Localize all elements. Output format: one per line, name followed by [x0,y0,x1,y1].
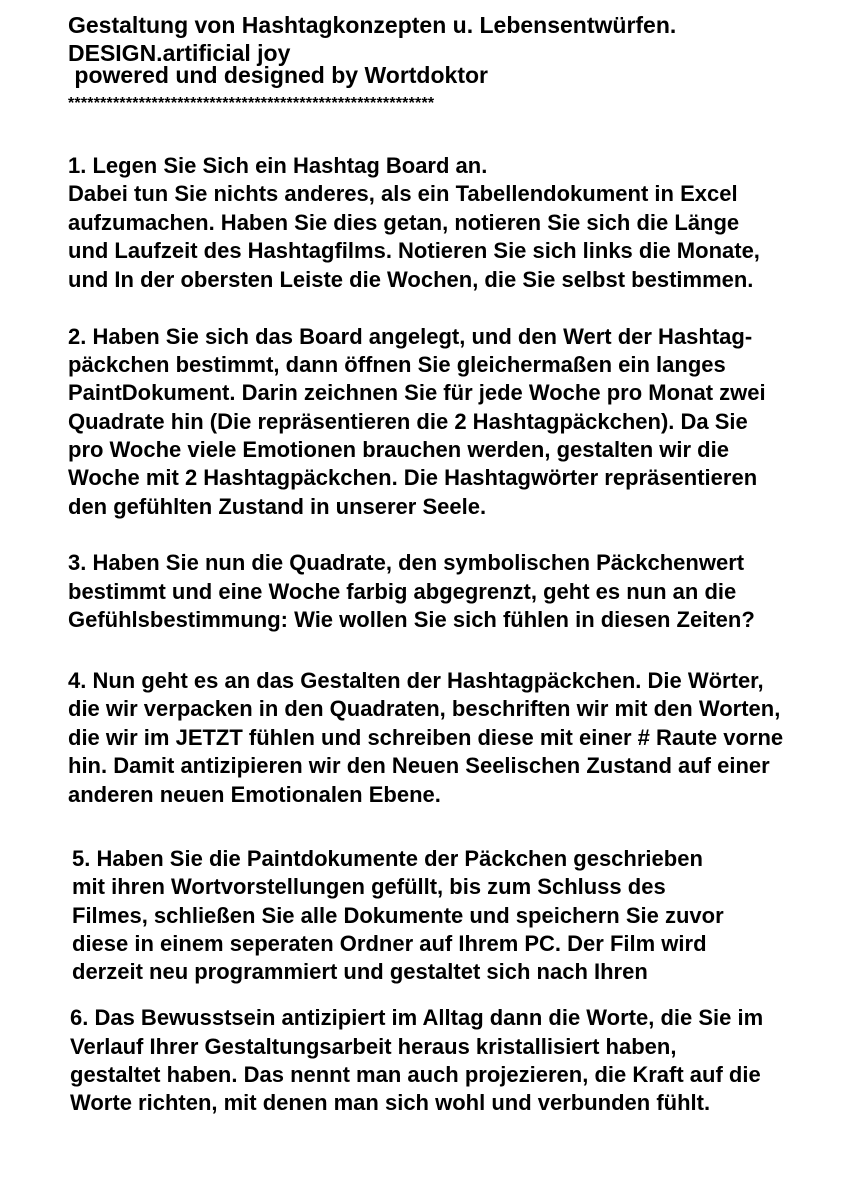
section-1-line: 1. Legen Sie Sich ein Hashtag Board an. [68,153,488,178]
section-6-line: Verlauf Ihrer Gestaltungsarbeit heraus kristallisiert haben, [70,1034,677,1059]
section-5-line: derzeit neu programmiert und gestaltet sich nach Ihren [72,959,648,984]
section-2-line: päckchen bestimmt, dann öffnen Sie gleichermaßen ein langes [68,352,726,377]
section-3-line: 3. Haben Sie nun die Quadrate, den symbolischen Päckchenwert [68,550,745,575]
document-title: Gestaltung von Hashtagkonzepten u. Lebensentwürfen. [68,12,677,38]
section-2-line: Quadrate hin (Die repräsentieren die 2 Hashtagpäckchen). Da Sie [68,409,748,434]
section-5-line: Filmes, schließen Sie alle Dokumente und speichern Sie zuvor [72,903,724,928]
section-1-line: und Laufzeit des Hashtagfilms. Notieren Sie sich links die Monate, [68,238,760,263]
section-2-line: Woche mit 2 Hashtagpäckchen. Die Hashtagwörter repräsentieren [68,465,758,490]
section-2-line: pro Woche viele Emotionen brauchen werden, gestalten wir die [68,437,729,462]
section-4-line: die wir verpacken in den Quadraten, beschriften wir mit den Worten, [68,696,781,721]
section-4-line: anderen neuen Emotionalen Ebene. [68,782,441,807]
section-3-line: Gefühlsbestimmung: Wie wollen Sie sich fühlen in diesen Zeiten? [68,607,755,632]
document-credit: powered und designed by Wortdoktor [68,62,488,88]
section-5-line: diese in einem seperaten Ordner auf Ihrem PC. Der Film wird [72,931,707,956]
section-1-line: Dabei tun Sie nichts anderes, als ein Tabellendokument in Excel [68,181,738,206]
section-1-line: aufzumachen. Haben Sie dies getan, notieren Sie sich die Länge [68,210,740,235]
section-4-line: die wir im JETZT fühlen und schreiben diese mit einer # Raute vorne [68,725,784,750]
section-2-line: 2. Haben Sie sich das Board angelegt, und den Wert der Hashtag- [68,324,753,349]
section-6-line: 6. Das Bewusstsein antizipiert im Alltag dann die Worte, die Sie im [70,1005,764,1030]
section-1-line: und In der obersten Leiste die Wochen, die Sie selbst bestimmen. [68,267,754,292]
section-6-line: gestaltet haben. Das nennt man auch projezieren, die Kraft auf die [70,1062,761,1087]
section-6-line: Worte richten, mit denen man sich wohl und verbunden fühlt. [70,1090,711,1115]
section-5-line: mit ihren Wortvorstellungen gefüllt, bis zum Schluss des [72,874,666,899]
section-5-line: 5. Haben Sie die Paintdokumente der Päckchen geschrieben [72,846,703,871]
section-3-line: bestimmt und eine Woche farbig abgegrenzt, geht es nun an die [68,579,737,604]
section-2-line: PaintDokument. Darin zeichnen Sie für jede Woche pro Monat zwei [68,380,766,405]
section-4-line: 4. Nun geht es an das Gestalten der Hashtagpäckchen. Die Wörter, [68,668,764,693]
section-4-line: hin. Damit antizipieren wir den Neuen Seelischen Zustand auf einer [68,753,770,778]
document-subtitle: DESIGN.artificial joy [68,40,291,66]
separator-line: ********************************************************* [68,95,435,112]
section-2-line: den gefühlten Zustand in unserer Seele. [68,494,487,519]
